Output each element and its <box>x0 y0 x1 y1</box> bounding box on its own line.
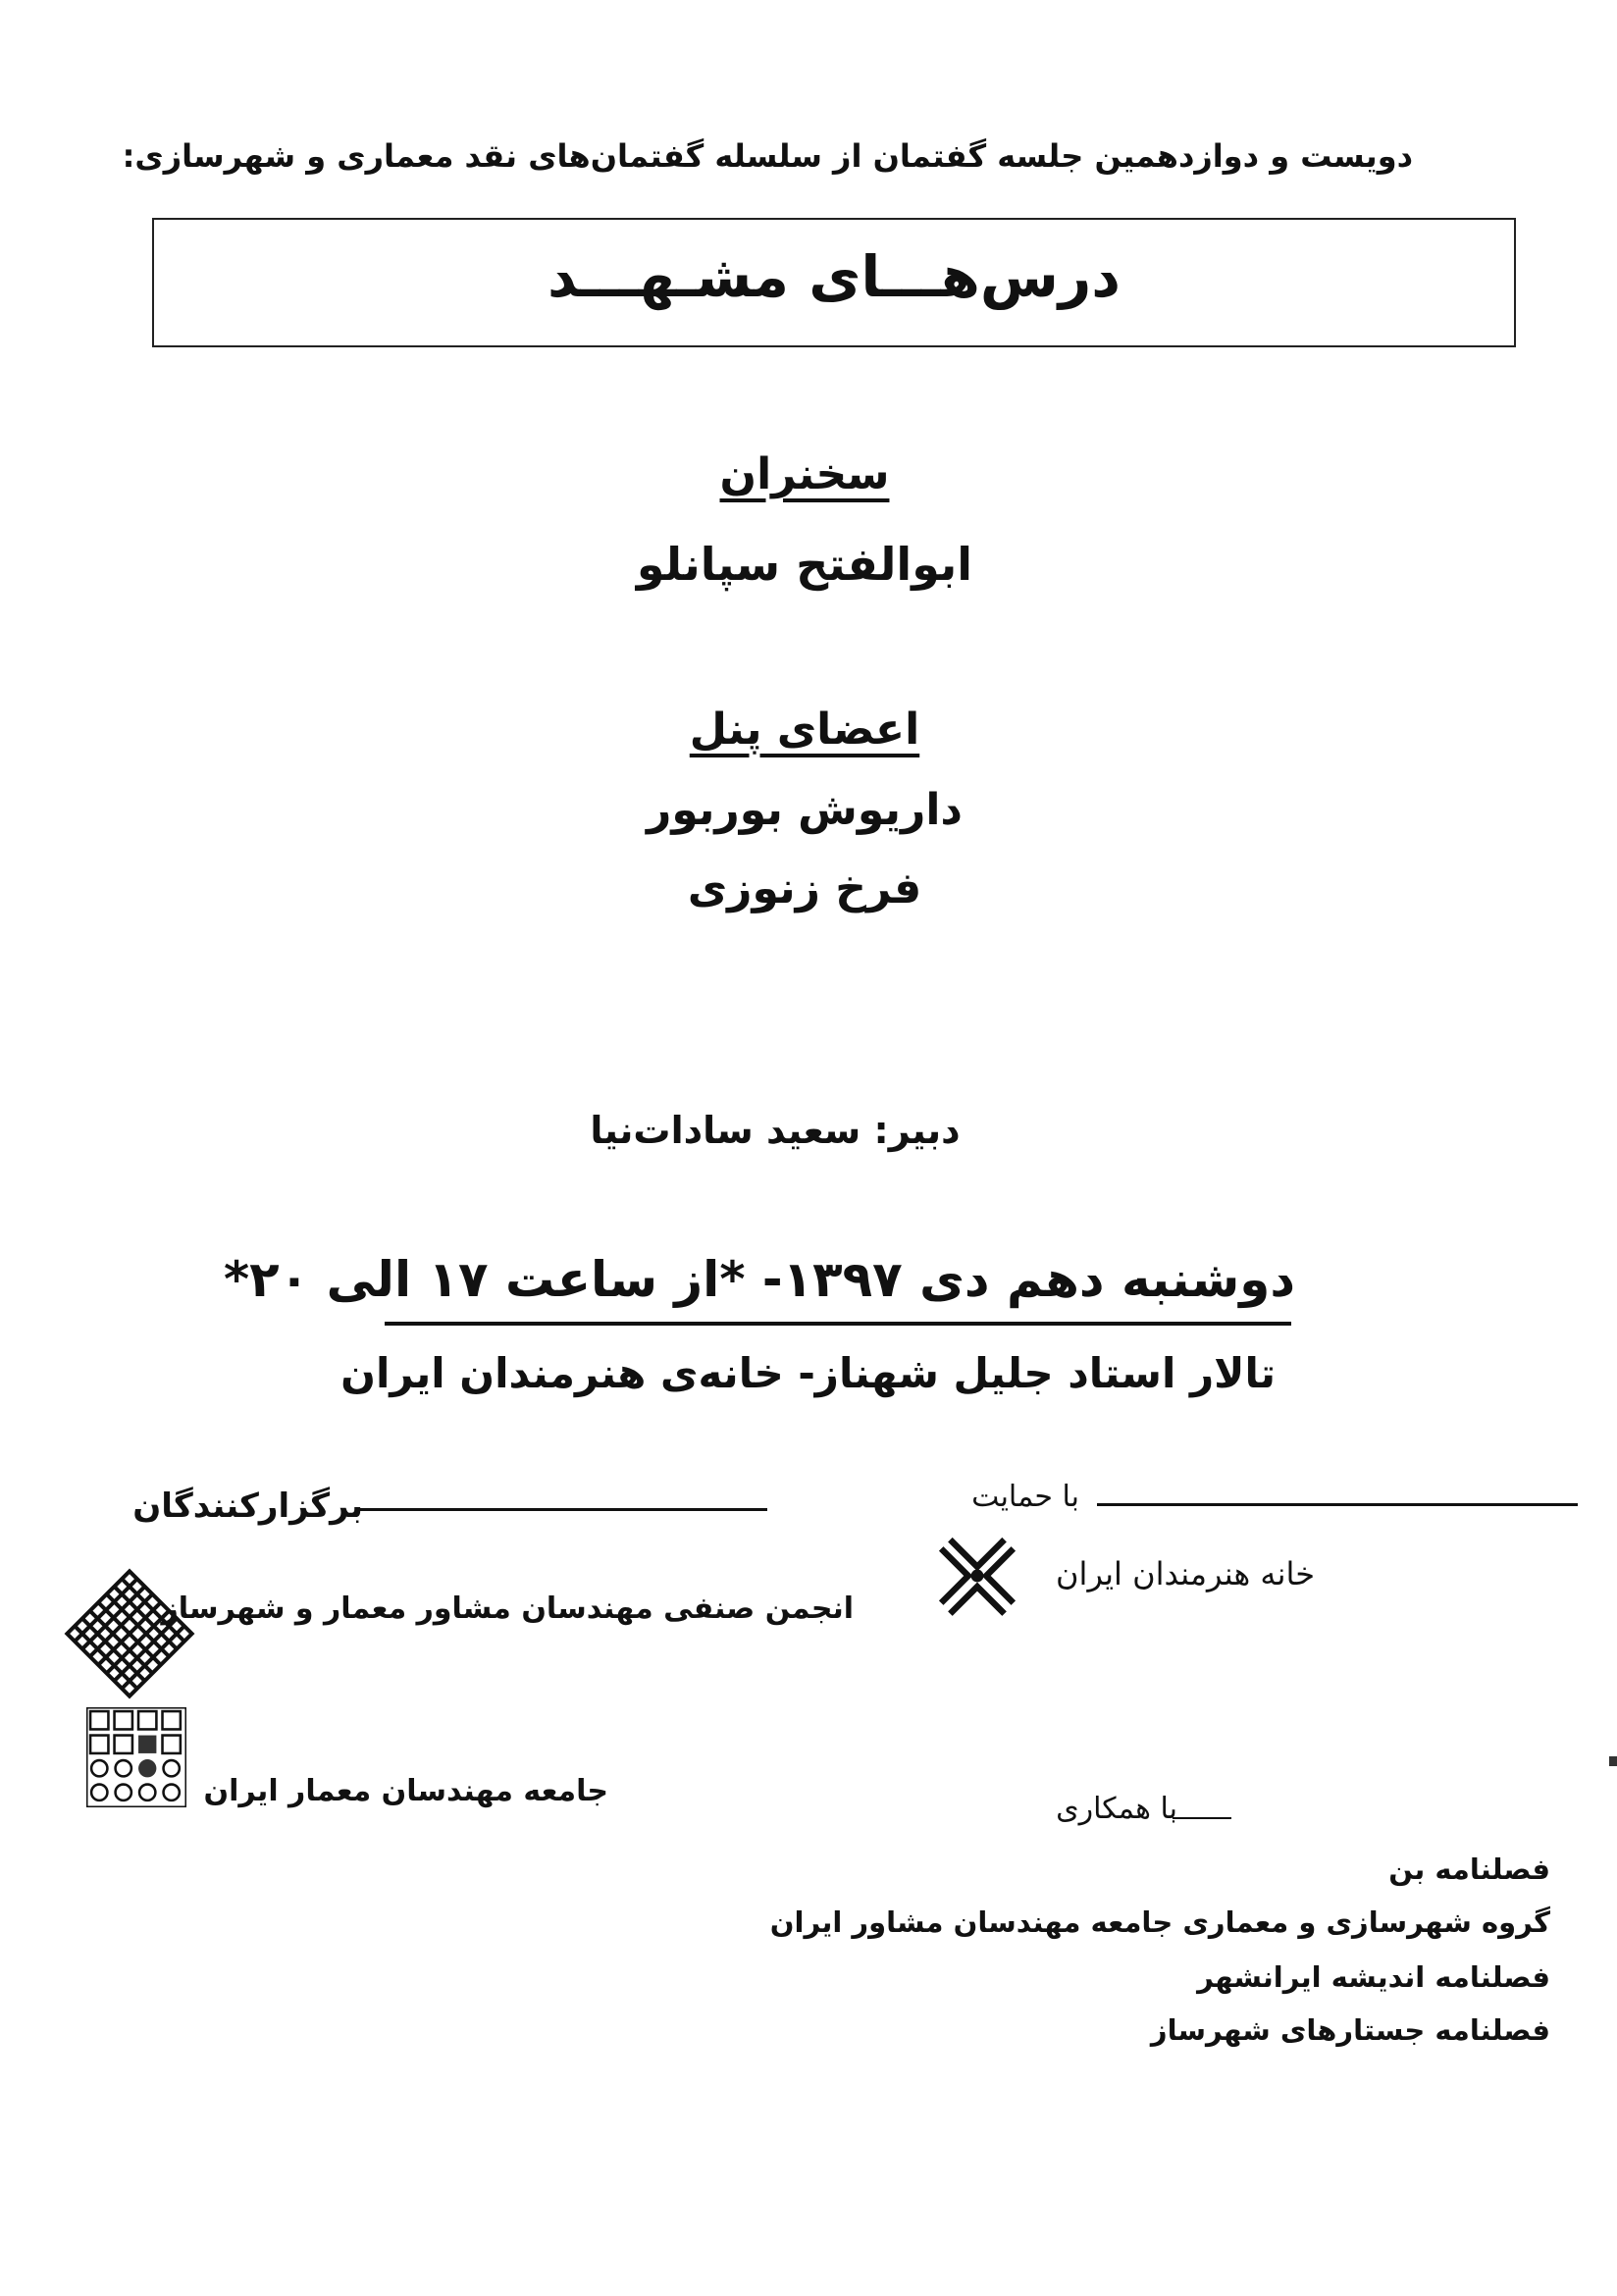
collaborator-item: فصلنامه بن <box>1388 1852 1550 1886</box>
event-datetime: دوشنبه دهم دی ۱۳۹۷- *از ساعت ۱۷ الی ۲۰* <box>223 1251 1295 1308</box>
event-venue: تالار استاد جلیل شهناز- خانه‌ی هنرمندان ایران <box>340 1349 1276 1397</box>
collaborator-item: فصلنامه اندیشه ایرانشهر <box>1197 1960 1550 1994</box>
diamond-grid-logo-icon <box>61 1565 198 1702</box>
organizer-name: انجمن صنفی مهندسان مشاور معمار و شهرساز <box>161 1592 854 1626</box>
supporter-name: خانه هنرمندان ایران <box>1056 1555 1315 1592</box>
series-subtitle: دویست و دوازدهمین جلسه گفتمان از سلسله گفتمان‌های نقد معماری و شهرسازی: <box>122 137 1413 175</box>
scan-edge-mark <box>1609 1756 1617 1766</box>
panel-member: فرخ زنوزی <box>687 863 922 913</box>
support-heading: با حمایت <box>971 1480 1079 1514</box>
moderator: دبیر: سعید سادات‌نیا <box>590 1109 961 1152</box>
panel-member: داریوش بوربور <box>646 785 963 835</box>
panel-heading: اعضای پنل <box>689 704 920 755</box>
collaboration-heading: با همکاری <box>1056 1792 1177 1826</box>
page-title: درس‌هـــای مشـهـــد <box>547 243 1121 310</box>
artists-house-logo-icon <box>932 1531 1022 1621</box>
collaborator-item: گروه شهرسازی و معماری جامعه مهندسان مشاور ایران <box>769 1905 1550 1939</box>
support-rule <box>1097 1503 1578 1506</box>
speaker-heading: سخنران <box>719 449 890 499</box>
collaboration-rule <box>1173 1817 1231 1819</box>
organizer-name: جامعه مهندسان معمار ایران <box>203 1774 608 1808</box>
circle-grid-logo-icon <box>86 1707 186 1807</box>
organizers-rule <box>355 1508 767 1511</box>
speaker-name: ابوالفتح سپانلو <box>636 538 973 591</box>
organizers-heading: برگزارکنندگان <box>132 1487 363 1526</box>
collaborator-item: فصلنامه جستارهای شهرساز <box>1150 2013 1550 2047</box>
datetime-underline <box>385 1322 1291 1326</box>
